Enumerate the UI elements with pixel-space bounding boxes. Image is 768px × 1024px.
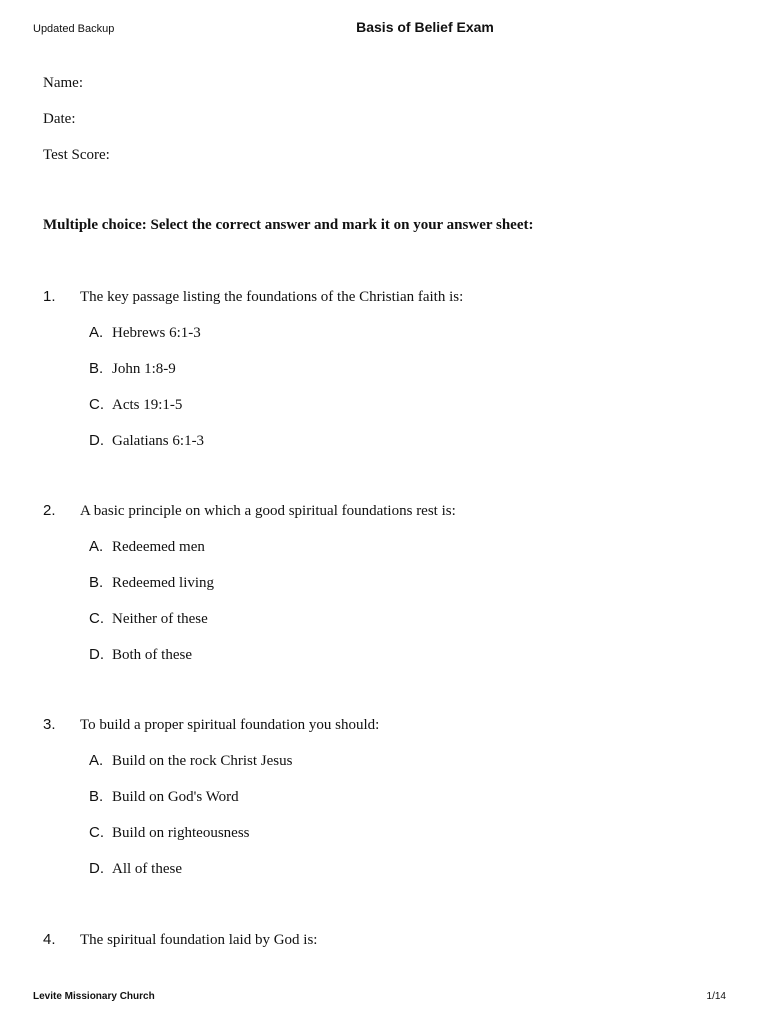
score-field-label: Test Score: xyxy=(43,147,110,163)
question-number: 4. xyxy=(43,931,56,948)
option-text: Neither of these xyxy=(112,611,208,627)
option-text: Hebrews 6:1-3 xyxy=(112,325,201,341)
footer-church-name: Levite Missionary Church xyxy=(33,991,155,1002)
instructions: Multiple choice: Select the correct answer and mark it on your answer sheet: xyxy=(43,217,534,233)
option-text: Build on righteousness xyxy=(112,825,250,841)
option-letter: C. xyxy=(89,610,104,627)
option-text: Redeemed living xyxy=(112,575,215,591)
option-text: John 1:8-9 xyxy=(112,361,176,377)
option-letter: B. xyxy=(89,574,104,591)
question-number: 3. xyxy=(43,716,56,733)
question-number: 1. xyxy=(43,288,56,305)
question-text: A basic principle on which a good spiritual foundations rest is: xyxy=(80,503,456,519)
option-letter: A. xyxy=(89,752,104,769)
option-text: Galatians 6:1-3 xyxy=(112,433,205,449)
option-letter: C. xyxy=(89,396,104,413)
option-letter: A. xyxy=(89,324,104,341)
option-text: Build on God's Word xyxy=(112,789,239,805)
question-text: The key passage listing the foundations of the Christian faith is: xyxy=(80,289,464,305)
option-letter: D. xyxy=(89,646,104,663)
name-field-label: Name: xyxy=(43,75,83,91)
page-title: Basis of Belief Exam xyxy=(356,19,494,35)
option-letter: D. xyxy=(89,432,104,449)
option-text: Both of these xyxy=(112,647,192,663)
backup-label: Updated Backup xyxy=(33,23,115,35)
option-letter: B. xyxy=(89,360,104,377)
option-letter: B. xyxy=(89,788,104,805)
option-text: Acts 19:1-5 xyxy=(112,397,183,413)
option-letter: A. xyxy=(89,538,104,555)
question-text: To build a proper spiritual foundation you should: xyxy=(80,717,380,733)
option-letter: C. xyxy=(89,824,104,841)
question-number: 2. xyxy=(43,502,56,519)
date-field-label: Date: xyxy=(43,111,76,127)
page-number: 1/14 xyxy=(706,991,726,1002)
option-text: All of these xyxy=(112,861,182,877)
question-text: The spiritual foundation laid by God is: xyxy=(80,932,318,948)
option-letter: D. xyxy=(89,860,104,877)
option-text: Build on the rock Christ Jesus xyxy=(112,753,293,769)
option-text: Redeemed men xyxy=(112,539,205,555)
